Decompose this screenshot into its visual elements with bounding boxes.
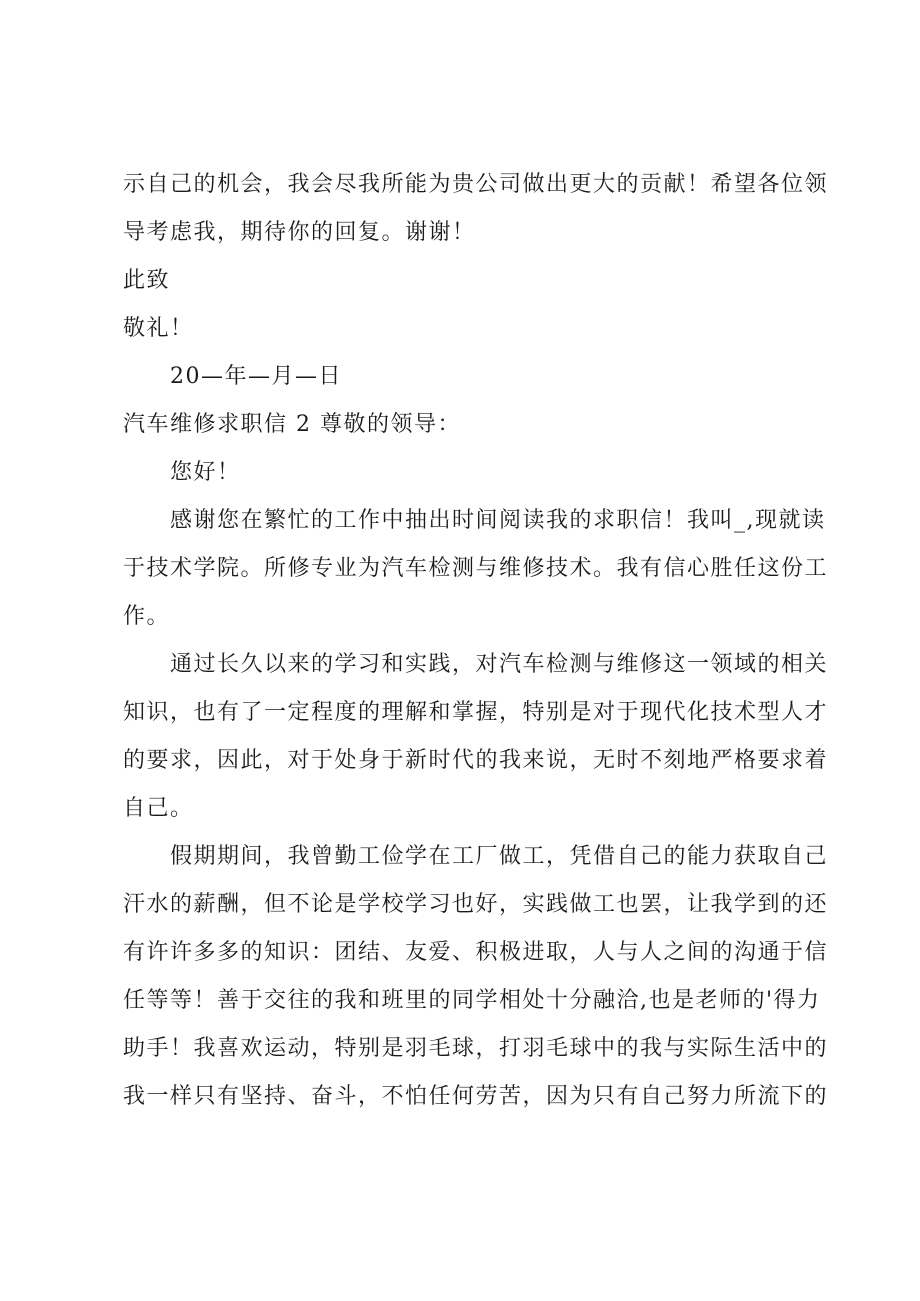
closing-regards: 敬礼！ bbox=[123, 316, 194, 341]
text-line: 知识，也有了一定程度的理解和掌握，特别是对于现代化技术型人才 bbox=[123, 700, 829, 725]
text-line: 自己。 bbox=[123, 796, 194, 821]
text-line: 通过长久以来的学习和实践，对汽车检测与维修这一领域的相关 bbox=[170, 652, 829, 677]
text-line: 于技术学院。所修专业为汽车检测与维修技术。我有信心胜任这份工 bbox=[123, 556, 829, 581]
text-line: 的要求，因此，对于处身于新时代的我来说，无时不刻地严格要求着 bbox=[123, 748, 829, 773]
text-line: 导考虑我，期待你的回复。谢谢！ bbox=[123, 220, 476, 245]
text-line: 汗水的薪酬，但不论是学校学习也好，实践做工也罢，让我学到的还 bbox=[123, 892, 829, 917]
date-line: 20—年—月—日 bbox=[170, 364, 342, 389]
closing-salutation: 此致 bbox=[123, 268, 171, 293]
text-line: 假期期间，我曾勤工俭学在工厂做工，凭借自己的能力获取自己 bbox=[170, 844, 829, 869]
text-line: 助手！我喜欢运动，特别是羽毛球，打羽毛球中的我与实际生活中的 bbox=[123, 1036, 829, 1061]
text-line: 作。 bbox=[123, 604, 171, 629]
text-line: 示自己的机会，我会尽我所能为贵公司做出更大的贡献！希望各位领 bbox=[123, 172, 829, 197]
greeting: 您好！ bbox=[170, 460, 241, 485]
text-line: 感谢您在繁忙的工作中抽出时间阅读我的求职信！我叫_,现就读 bbox=[170, 508, 826, 533]
letter-heading: 汽车维修求职信 2 尊敬的领导： bbox=[123, 412, 461, 437]
text-line: 任等等！善于交往的我和班里的同学相处十分融洽,也是老师的'得力 bbox=[123, 988, 821, 1013]
text-line: 我一样只有坚持、奋斗，不怕任何劳苦，因为只有自己努力所流下的 bbox=[123, 1084, 829, 1109]
text-line: 有许许多多的知识：团结、友爱、积极进取，人与人之间的沟通于信 bbox=[123, 940, 829, 965]
